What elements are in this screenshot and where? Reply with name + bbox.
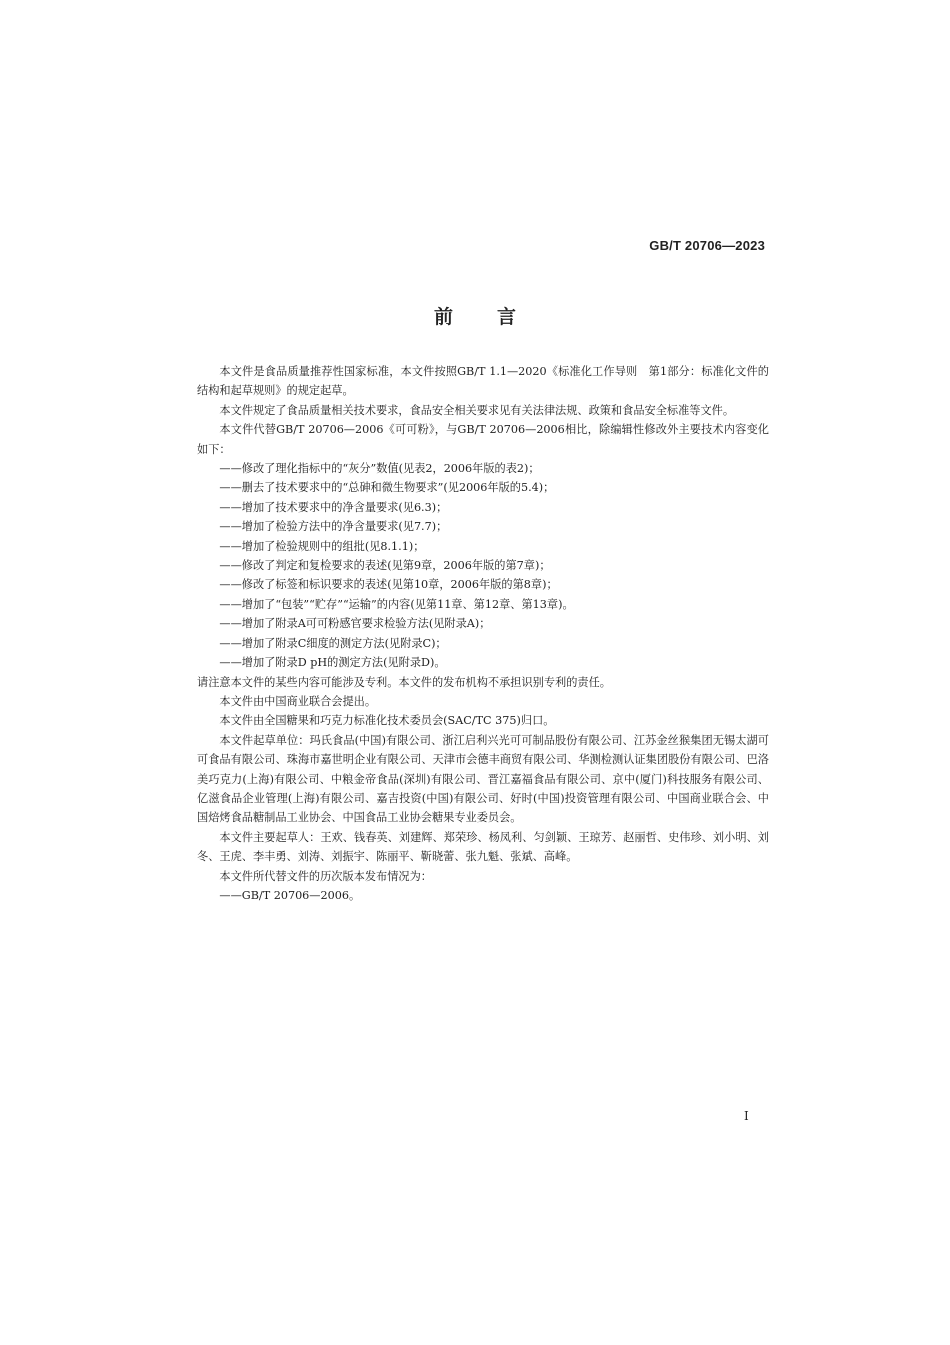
changes-list	[197, 459, 769, 672]
paragraph: 本文件由中国商业联合会提出。	[219, 694, 377, 708]
page-title: 前言	[433, 306, 560, 328]
list-item: ——修改了标签和标识要求的表述(见第10章，2006年版的第8章)；	[219, 578, 558, 592]
list-item: ——增加了附录A可可粉感官要求检验方法(见附录A)；	[219, 617, 491, 631]
paragraph: 本文件是食品质量推荐性国家标准，本文件按照GB/T 1.1—2020《标准化工作导则 第1部分：标准化文件的结构和起草规则》的规定起草。	[197, 365, 769, 398]
list-item: ——GB/T 20706—2006。	[219, 888, 361, 902]
document-body	[197, 362, 769, 905]
list-item: ——增加了技术要求中的净含量要求(见6.3)；	[219, 500, 448, 514]
list-item: ——增加了附录D pH的测定方法(见附录D)。	[219, 656, 446, 670]
document-code: GB/T 20706—2023	[649, 238, 765, 253]
paragraph: 本文件主要起草人：王欢、钱春英、刘建辉、郑荣珍、杨凤利、匀剑颖、王琼芳、赵丽哲、史伟珍、刘小明、刘冬、王虎、李丰勇、刘涛、刘振宇、陈丽平、靳晓蕾、张九魁、张斌、高峰。	[197, 830, 769, 864]
paragraph: 本文件规定了食品质量相关技术要求，食品安全相关要求见有关法律法规、政策和食品安全标准等文件。	[219, 403, 735, 417]
list-item: ——增加了“包装”“贮存”“运输”的内容(见第11章、第12章、第13章)。	[219, 597, 574, 611]
paragraph: 本文件由全国糖果和巧克力标准化技术委员会(SAC/TC 375)归口。	[219, 714, 555, 728]
paragraph: 本文件起草单位：玛氏食品(中国)有限公司、浙江启利兴光可可制品股份有限公司、江苏金丝猴集团无锡太湖可可食品有限公司、珠海市嘉世明企业有限公司、天津市会德丰商贸有限公司、华测检测认证集团股份有限公司、巴洛美巧克力(上海)有限公司、中粮金帝食品(深圳)有限公司、晋江嘉福食品有限公司、京中(厦门)科技服务有限公司、亿滋食品企业管理(上海)有限公司、嘉吉投资(中国)有限公司、好时(中国)投资管理有限公司、中国商业联合会、中国焙烤食品糖制品工业协会、中国食品工业协会糖果专业委员会。	[197, 733, 769, 825]
paragraph: 本文件代替GB/T 20706—2006《可可粉》，与GB/T 20706—2006相比，除编辑性修改外主要技术内容变化如下：	[197, 423, 769, 456]
list-item: ——增加了附录C细度的测定方法(见附录C)；	[219, 636, 447, 650]
list-item: ——删去了技术要求中的“总砷和微生物要求”(见2006年版的5.4)；	[219, 481, 555, 495]
list-item: ——增加了检验规则中的组批(见8.1.1)；	[219, 539, 425, 553]
paragraph: 请注意本文件的某些内容可能涉及专利。本文件的发布机构不承担识别专利的责任。	[197, 675, 611, 689]
list-item: ——增加了检验方法中的净含量要求(见7.7)；	[219, 520, 448, 534]
history-list	[197, 886, 769, 905]
list-item: ——修改了理化指标中的“灰分”数值(见表2，2006年版的表2)；	[219, 462, 540, 476]
list-item: ——修改了判定和复检要求的表述(见第9章，2006年版的第7章)；	[219, 559, 551, 573]
page-number: I	[744, 1109, 749, 1123]
paragraph: 本文件所代替文件的历次版本发布情况为：	[219, 869, 432, 883]
